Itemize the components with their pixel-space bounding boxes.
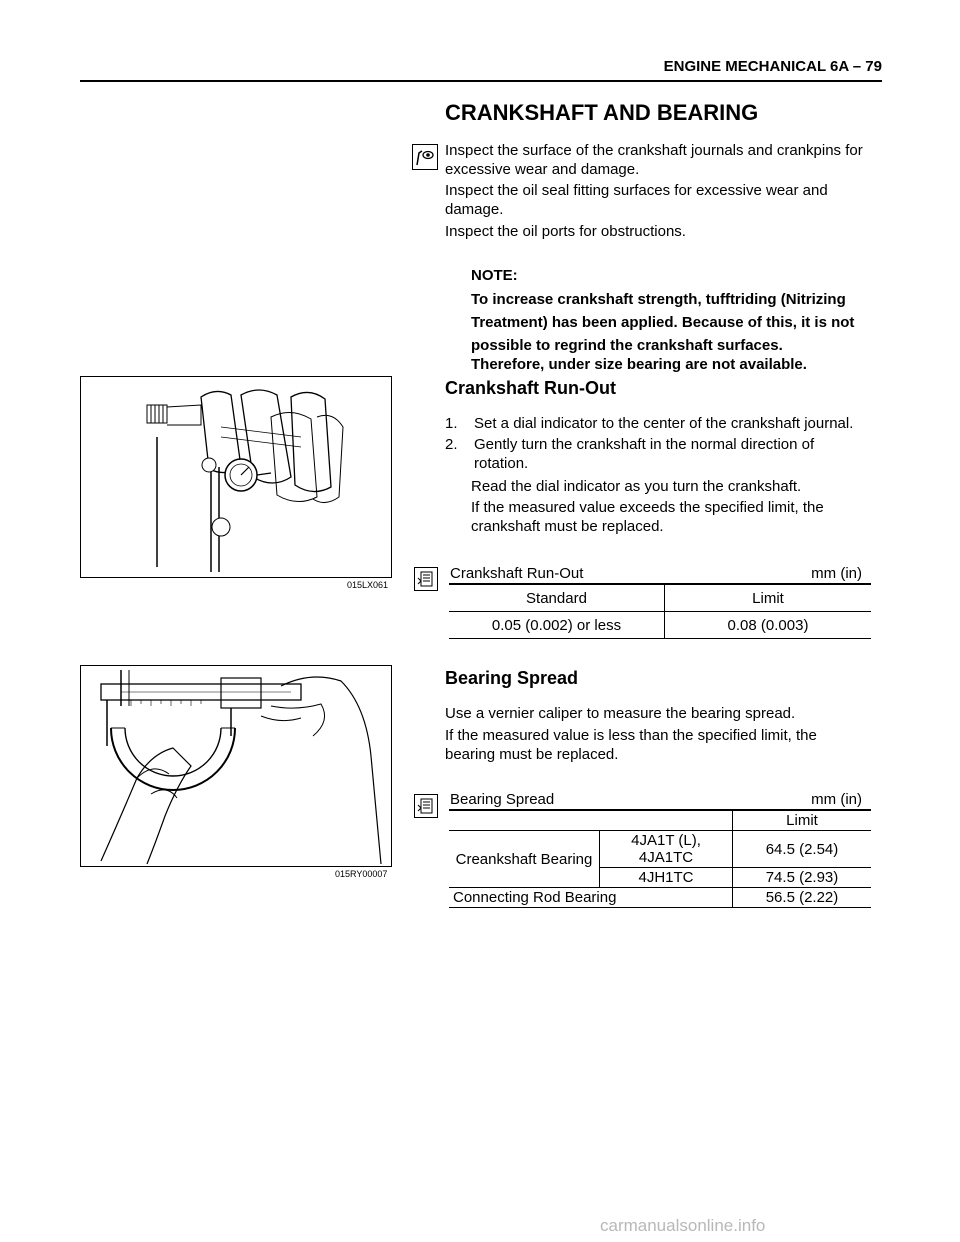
specification-icon [414, 794, 438, 818]
table-header-cell: Limit [752, 589, 784, 607]
table-cell: 4JH1TC [600, 868, 733, 888]
inspect-paragraph-1: Inspect the surface of the crankshaft journals and crankpins for excessive wear and damage. [445, 142, 863, 178]
spread-heading: Bearing Spread [445, 668, 579, 688]
spread-table-title: Bearing Spread [450, 791, 555, 808]
step-number: 1. [445, 415, 458, 432]
inspect-paragraph-2: Inspect the oil seal fitting surfaces for excessive wear and damage. [445, 182, 828, 218]
runout-sub-1: Read the dial indicator as you turn the crankshaft. [471, 478, 802, 495]
note-label: NOTE: [471, 267, 518, 284]
watermark: carmanualsonline.info [600, 1216, 766, 1235]
table-cell: 4JA1T (L), 4JA1TC [600, 831, 733, 868]
specification-icon [414, 567, 438, 591]
note-text-2: Therefore, under size bearing are not available. [471, 356, 807, 373]
runout-table [449, 583, 871, 639]
section-title: CRANKSHAFT AND BEARING [445, 100, 759, 125]
note-text: To increase crankshaft strength, tufftriding (Nitrizing Treatment) has been applied. Because of this, it is not possible to regrind the crankshaft surfaces. [471, 291, 855, 354]
table-header-cell: Limit [786, 812, 818, 829]
step-number: 2. [445, 436, 458, 453]
step-text: Set a dial indicator to the center of the crankshaft journal. [474, 415, 854, 432]
page-header: ENGINE MECHANICAL 6A – 79 [663, 58, 882, 75]
inspect-paragraph-3: Inspect the oil ports for obstructions. [445, 223, 686, 240]
runout-table-title: Crankshaft Run-Out [450, 565, 584, 582]
table-cell: Creankshaft Bearing [449, 831, 600, 888]
table-cell: 64.5 (2.54) [765, 840, 839, 858]
inspect-eye-icon [412, 144, 438, 170]
table-cell: 0.05 (0.002) or less [449, 612, 665, 639]
runout-sub-2: If the measured value exceeds the specified limit, the crankshaft must be replaced. [471, 499, 824, 535]
table-empty-cell [449, 810, 733, 831]
table-cell: 0.08 (0.003) [727, 616, 809, 634]
runout-heading: Crankshaft Run-Out [445, 378, 616, 398]
spread-paragraph-1: Use a vernier caliper to measure the bearing spread. [445, 705, 796, 722]
table-header-cell: Standard [449, 584, 665, 612]
header-rule [80, 80, 882, 82]
spread-paragraph-2: If the measured value is less than the specified limit, the bearing must be replaced. [445, 727, 817, 763]
table-cell: Connecting Rod Bearing [449, 888, 733, 908]
spread-table-unit: mm (in) [811, 791, 862, 808]
runout-table-unit: mm (in) [811, 565, 862, 582]
figure-dial-indicator [80, 376, 392, 578]
figure-vernier-caliper [80, 665, 392, 867]
figure-caption: 015LX061 [347, 580, 389, 590]
spread-table [449, 809, 871, 908]
table-cell: 74.5 (2.93) [765, 869, 839, 886]
step-text: Gently turn the crankshaft in the normal direction of rotation. [474, 436, 815, 472]
figure-caption: 015RY00007 [335, 869, 388, 879]
table-cell: 56.5 (2.22) [765, 889, 839, 906]
